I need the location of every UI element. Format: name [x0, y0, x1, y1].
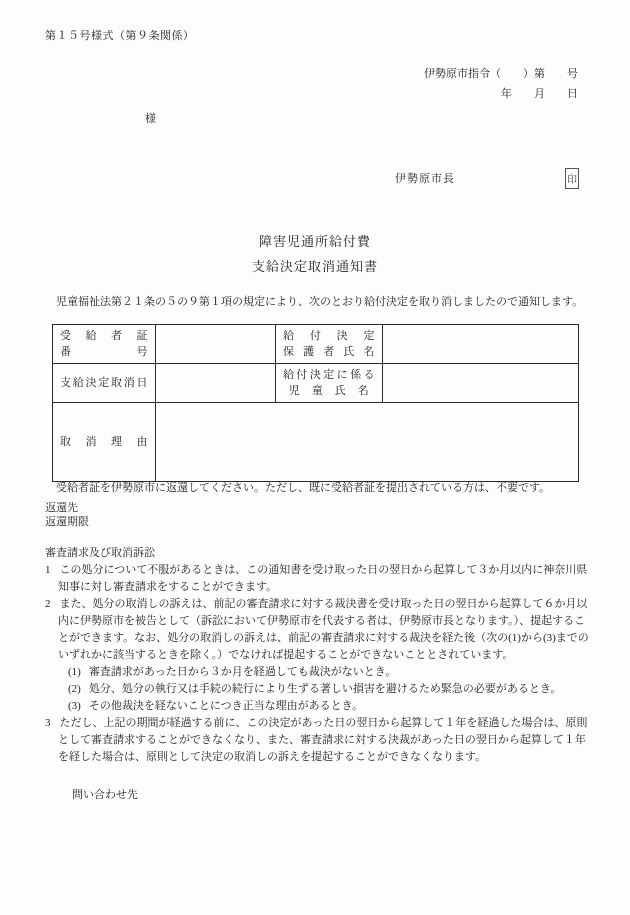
cell-cancel-date-value — [156, 364, 276, 403]
table-row — [53, 403, 579, 482]
document-title-line1: 障害児通所給付費 — [258, 234, 371, 249]
appeal-subitem-2-number: (2) — [68, 683, 81, 695]
cell-guardian-name-value — [383, 325, 579, 364]
cell-cancel-reason-label: 取消理由 — [53, 403, 156, 482]
directive-number-line: 伊勢原市指令（ ）第 号 — [424, 68, 578, 80]
seal-box — [565, 168, 579, 189]
appeal-subitem-2-text: 処分、処分の執行又は手続の続行により生ずる著しい損害を避けるため緊急の必要があるとき。 — [88, 683, 562, 695]
notice-table — [52, 324, 579, 482]
appeal-item-1-text: この処分について不服があるときは、この通知書を受け取った日の翌日から起算して３か月以内に神奈川県知事に対し審査請求をすることができます。 — [58, 564, 588, 593]
addressee-suffix: 様 — [145, 113, 156, 125]
appeal-subitem-3 — [68, 698, 593, 715]
appeal-item-1 — [45, 562, 593, 596]
issuer-name: 伊勢原市長 — [395, 173, 455, 185]
table-row — [53, 364, 579, 403]
appeal-item-2-text: また、処分の取消しの訴えは、前記の審査請求に対する裁決書を受け取った日の翌日から起算して６か月以内に伊勢原市を被告として（訴訟において伊勢原市を代表する者は、伊勢原市長となります。）、提起することができます。なお、処分の取消しの訴えは、前記の審査請求に対する裁決を経た後（次の(1)から(3)までのいずれかに該当するときを除く。）でなければ提起することができないこととされています。 — [58, 598, 589, 661]
appeal-item-3-number: 3 — [45, 717, 51, 729]
contact-label: 問い合わせ先 — [72, 789, 138, 801]
appeal-item-1-number: 1 — [45, 564, 51, 576]
document-title-line2: 支給決定取消通知書 — [251, 259, 378, 274]
cell-guardian-name-label: 給付決定 保護者氏名 — [276, 325, 383, 364]
return-deadline-label: 返還期限 — [45, 516, 89, 528]
appeal-item-2-number: 2 — [45, 598, 51, 610]
appeal-subitem-1 — [68, 664, 593, 681]
appeal-subitem-2 — [68, 681, 593, 698]
cell-child-name-label: 給付決定に係る 児 童 氏 名 — [276, 364, 383, 403]
intro-paragraph: 児童福祉法第２１条の５の９第１項の規定により、次のとおり給付決定を取り消しましたので通知します。 — [45, 296, 584, 308]
appeal-item-3-text: ただし、上記の期間が経過する前に、この決定があった日の翌日から起算して１年を経過した場合は、原則として審査請求することができなくなり、また、審査請求に対する決裁があった日の翌日から起算して１年を経した場合は、原則として決定の取消しの訴えを提起することができなくなります。 — [58, 717, 588, 763]
appeal-section — [45, 545, 593, 766]
appeal-item-3 — [45, 715, 593, 766]
form-number: 第１５号様式（第９条関係） — [45, 30, 195, 42]
appeal-subitem-3-number: (3) — [68, 700, 81, 712]
directive-block — [424, 64, 578, 104]
table-row — [53, 325, 579, 364]
appeal-subitem-3-text: その他裁決を経ないことにつき正当な理由があるとき。 — [88, 700, 364, 712]
appeal-item-2 — [45, 596, 593, 664]
cell-child-name-value — [383, 364, 579, 403]
return-note: 受給者証を伊勢原市に返還してください。ただし、既に受給者証を提出されている方は、不要です。 — [45, 482, 551, 494]
return-destination-label: 返還先 — [45, 502, 78, 514]
seal-mark: 印 — [567, 175, 577, 186]
cell-cancel-date-label: 支給決定取消日 — [53, 364, 156, 403]
cell-cancel-reason-value — [156, 403, 579, 482]
date-line: 年 月 日 — [501, 88, 578, 100]
appeal-heading: 審査請求及び取消訴訟 — [45, 547, 155, 559]
appeal-subitem-1-number: (1) — [68, 666, 81, 678]
cell-recipient-cert-number-label: 受給者証 番号 — [53, 325, 156, 364]
appeal-subitem-1-text: 審査請求があった日から３か月を経過しても裁決がないとき。 — [88, 666, 397, 678]
cell-recipient-cert-number-value — [156, 325, 276, 364]
